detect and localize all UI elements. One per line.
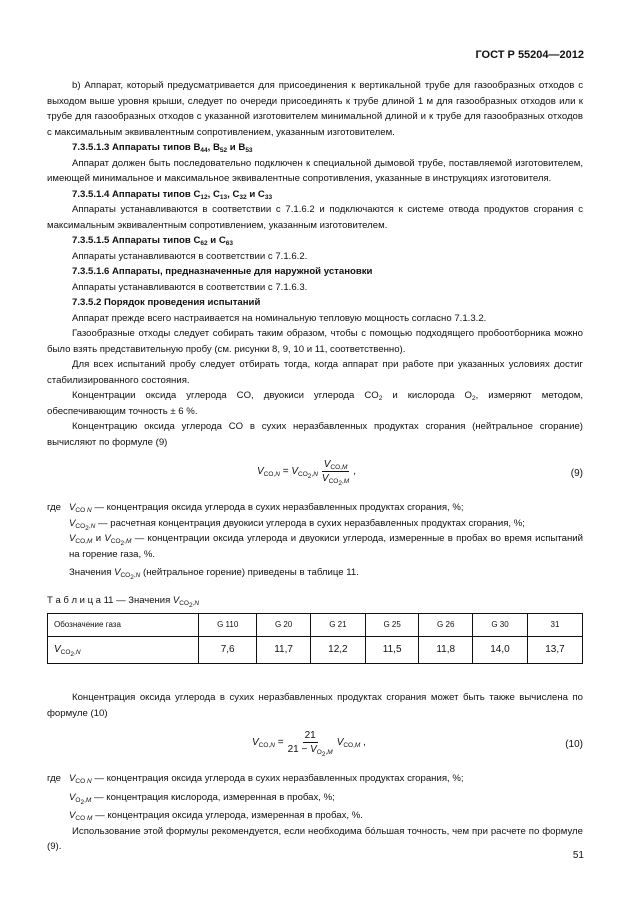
gas-g31: 31 — [527, 614, 582, 637]
table-11 — [47, 613, 583, 664]
paragraph-7-3-5-1-3: Аппарат должен быть последовательно подключен к специальной дымовой трубе, поставляемой изготовителем, имеющей минимальное и максимальное эквивалентные сопротивления, указанные в инструкциях изготовителя. — [47, 157, 583, 184]
heading-7-3-5-1-5: 7.3.5.1.5 Аппараты типов $C_{62}$ и $C_{63}$ — [72, 235, 234, 247]
definition-2: $V_{CO_2,N}$ — расчетная концентрация двуокиси углерода в сухих неразбавленных продуктах сгорания, %; — [69, 517, 525, 532]
formula-9 — [47, 454, 583, 494]
value-g26: 11,8 — [419, 637, 473, 664]
table-row-label: $V_{CO_2,N}$ — [48, 637, 199, 664]
paragraph-7: Концентрация оксида углерода в сухих неразбавленных продуктах сгорания может быть также вычислена по формуле (10) — [47, 692, 583, 719]
paragraph-4: Концентрации оксида углерода CO, двуокиси углерода $CO_2$ и кислорода $O_2$, измеряют методом, обеспечивающим точность ± 6 %. — [47, 390, 584, 417]
definition-3: $V_{CO,M}$ и $V_{CO_2,M}$ — концентрации оксида углерода и двуокиси углерода, измеренные в пробах во время испытаний на горение газа, %. — [69, 533, 584, 560]
value-g31: 13,7 — [527, 637, 582, 664]
paragraph-6: Значения $V_{CO_2,N}$ (нейтральное горение) приведены в таблице 11. — [69, 567, 359, 581]
paragraph-3: Для всех испытаний пробу следует отбирать тогда, когда аппарат при работе при указанных условиях достиг стабилизированного состояния. — [47, 359, 583, 386]
table-header-label: Обозначение газа — [48, 614, 199, 637]
formula-10-number: (10) — [565, 739, 583, 750]
formula-10-expression: $V_{CO,N}$ = $\frac{21}{21 - V_{O_2,M}}$ $V_{CO,M}$ , — [252, 730, 366, 758]
value-g110: 7,6 — [199, 637, 257, 664]
paragraph-8: Использование этой формулы рекомендуется, если необходима бо́льшая точность, чем при расчете по формуле (9). — [47, 825, 583, 852]
formula-9-number: (9) — [570, 468, 583, 479]
paragraph-5: Концентрацию оксида углерода CO в сухих неразбавленных продуктах сгорания (нейтральное сгорание) вычисляют по формуле (9) — [47, 421, 583, 448]
table-header-row — [48, 614, 583, 637]
gas-g30: G 30 — [473, 614, 528, 637]
page-number: 51 — [572, 850, 584, 861]
formula-9-expression: $V_{CO,N} = V_{CO_2,N}$ $\frac{V_{CO,M}}{V_{CO_2,M}}$ , — [257, 459, 356, 487]
value-g30: 14,0 — [473, 637, 528, 664]
paragraph-7-3-5-1-6: Аппараты устанавливаются в соответствии с 7.1.6.3. — [72, 281, 308, 293]
heading-7-3-5-2: 7.3.5.2 Порядок проведения испытаний — [72, 297, 261, 308]
table-values-row — [48, 637, 583, 664]
paragraph-2: Газообразные отходы следует собирать таким образом, чтобы с помощью подходящего пробоотборника можно было взять представительную пробу (см. рисунки 8, 9, 10 и 11, соответственно). — [47, 328, 583, 355]
definition-4: где $V_{CO N}$ — концентрация оксида углерода в сухих неразбавленных продуктах сгорания, %; — [47, 773, 464, 785]
gas-g20: G 20 — [257, 614, 311, 637]
heading-7-3-5-1-6: 7.3.5.1.6 Аппараты, предназначенные для наружной установки — [72, 266, 373, 277]
paragraph-1: Аппарат прежде всего настраивается на номинальную тепловую мощность согласно 7.1.3.2. — [72, 312, 487, 324]
paragraph-b-item: b) Аппарат, который предусматривается для присоединения к вертикальной трубе для газообразных отходов с выходом выше уровня крыши, следует по очереди присоединять к трубе длиной 1 м для газообразных отходов или к трубе для газообразных отходов с указанной изготовителем минимальной длиной и к трубе для газообразных отходов с максимальным эквивалентным сопротивлением, указанным изготовителем. — [47, 80, 583, 138]
heading-7-3-5-1-4: 7.3.5.1.4 Аппараты типов $C_{12}$, $C_{13}$, $C_{32}$ и $C_{33}$ — [72, 188, 273, 201]
formula-10 — [47, 725, 583, 765]
paragraph-7-3-5-1-5: Аппараты устанавливаются в соответствии с 7.1.6.2. — [72, 250, 308, 262]
gas-g26: G 26 — [419, 614, 473, 637]
formula-9-fraction: $\frac{V_{CO,M}}{V_{CO_2,M}}$ — [321, 459, 350, 487]
value-g20: 11,7 — [257, 637, 311, 664]
value-g21: 12,2 — [310, 637, 365, 664]
definition-6: $V_{CO M}$ — концентрация оксида углерода, измеренная в пробах, %. — [69, 810, 363, 822]
definition-1: где $V_{CO N}$ — концентрация оксида углерода в сухих неразбавленных продуктах сгорания, %; — [47, 502, 464, 514]
value-g25: 11,5 — [365, 637, 419, 664]
gas-g110: G 110 — [199, 614, 257, 637]
gas-g21: G 21 — [310, 614, 365, 637]
definition-5: $V_{O_2,M}$ — концентрация кислорода, измеренная в пробах, %; — [69, 791, 335, 806]
page-content — [47, 78, 583, 855]
document-standard-header: ГОСТ Р 55204—2012 — [475, 49, 584, 61]
table-11-caption: Т а б л и ц а 11 — Значения $V_{CO_2,N}$ — [47, 594, 200, 609]
formula-10-fraction: $\frac{21}{21 - V_{O_2,M}}$ — [287, 730, 333, 758]
paragraph-7-3-5-1-4: Аппараты устанавливаются в соответствии с 7.1.6.2 и подключаются к системе отвода продуктов сгорания с максимальным эквивалентным сопротивлением, указанным изготовителем. — [47, 204, 583, 231]
gas-g25: G 25 — [365, 614, 419, 637]
heading-7-3-5-1-3: 7.3.5.1.3 Аппараты типов $B_{44}$, $B_{52}$ и $B_{53}$ — [72, 142, 253, 154]
